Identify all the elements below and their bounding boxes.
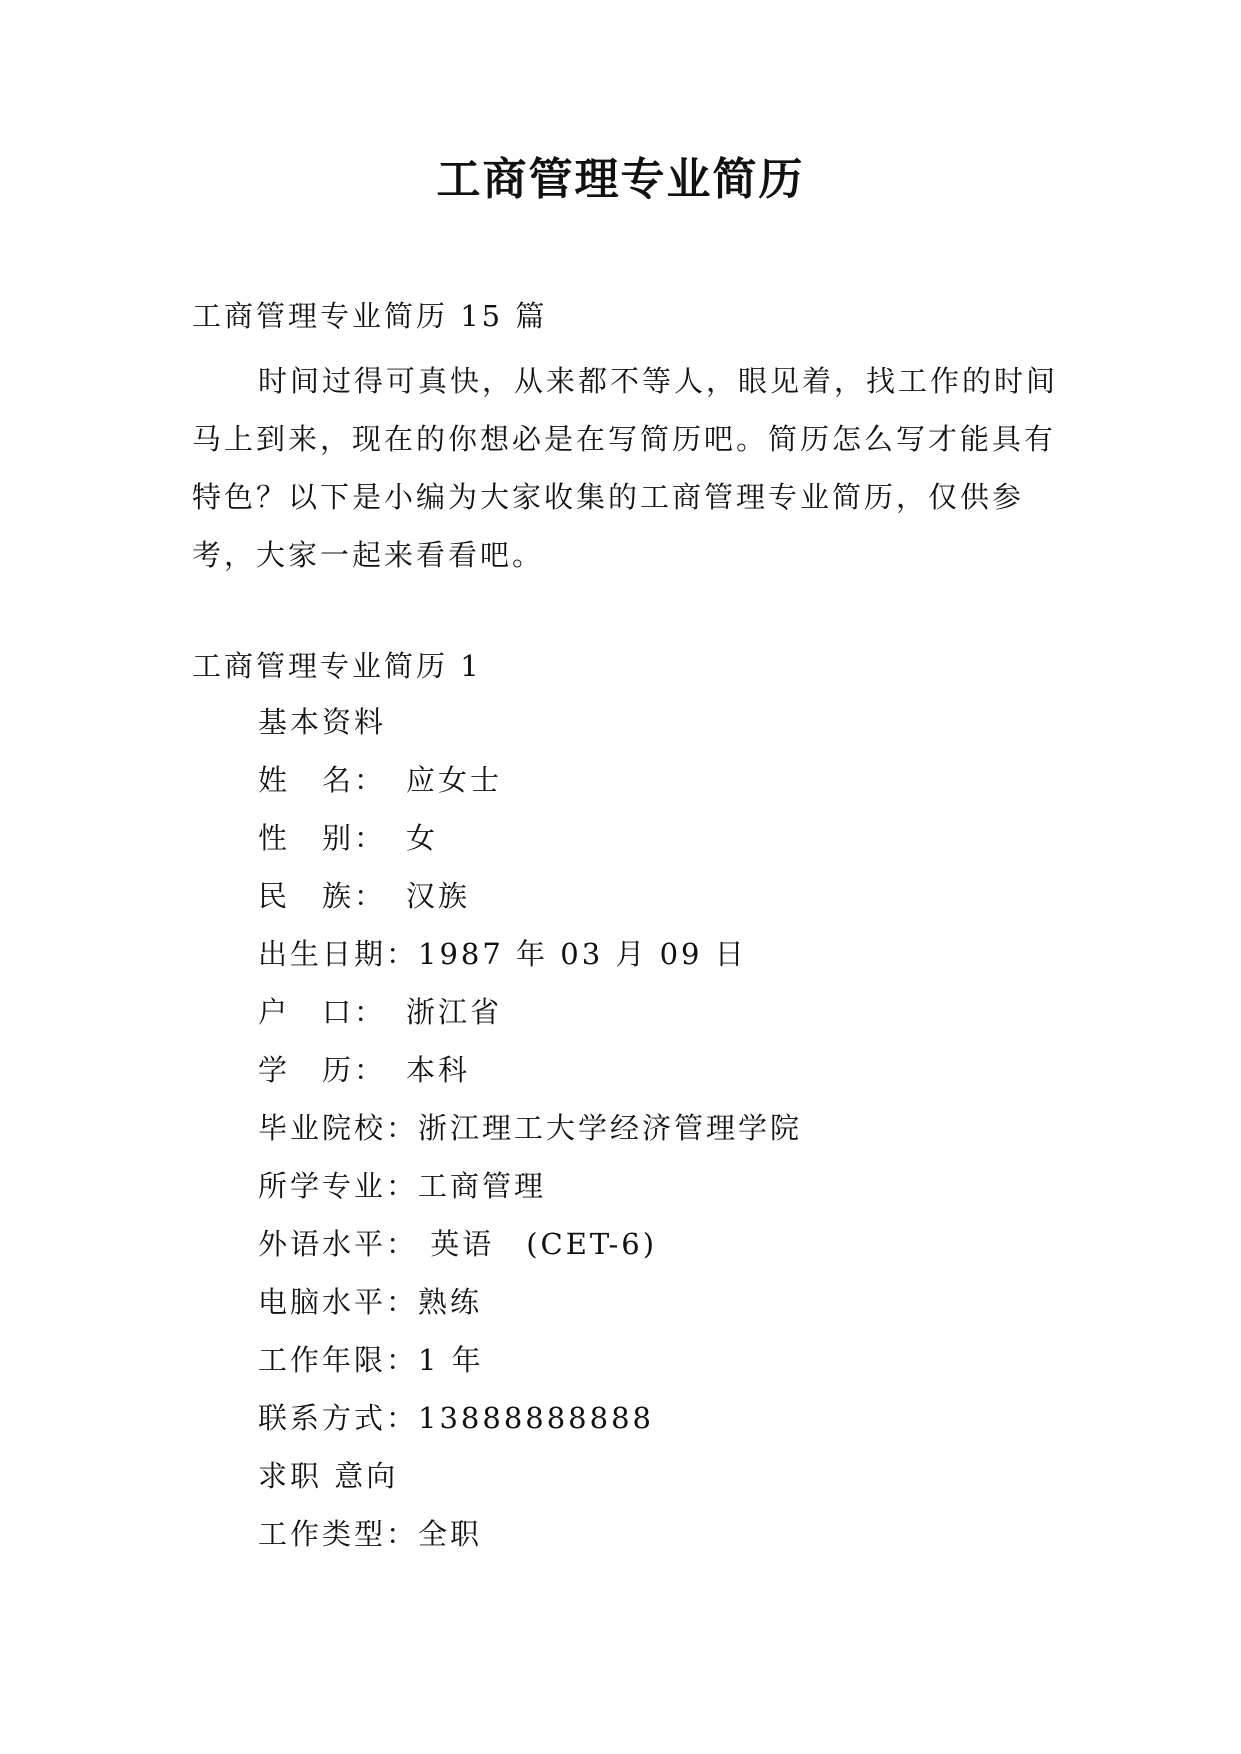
field-label: 民 族： [258, 879, 387, 913]
field-value: 全职 [418, 1517, 483, 1551]
field-value: 浙江理工大学经济管理学院 [418, 1111, 803, 1145]
field-value: 应女士 [406, 763, 503, 797]
field-label: 出生日期： [258, 937, 419, 971]
info-row-major [258, 1164, 1158, 1222]
field-value: 1 年 [418, 1343, 484, 1377]
field-label: 求职 意向 [258, 1459, 399, 1493]
info-row-experience [258, 1338, 1158, 1396]
info-row-language [258, 1222, 1158, 1280]
field-value: 13888888888 [418, 1401, 654, 1435]
document-subtitle: 工商管理专业简历 15 篇 [192, 299, 548, 333]
info-row-job-type [258, 1512, 1158, 1570]
resume-info-list [258, 700, 1158, 1570]
field-label: 性 别： [258, 821, 387, 855]
basic-info-heading: 基本资料 [258, 705, 387, 739]
info-row-gender [258, 816, 1158, 874]
field-label: 姓 名： [258, 763, 387, 797]
field-value: 工商管理 [418, 1169, 547, 1203]
field-value: 浙江省 [406, 995, 503, 1029]
page-title: 工商管理专业简历 [436, 154, 805, 205]
info-row-computer [258, 1280, 1158, 1338]
field-value: 1987 年 03 月 09 日 [418, 937, 747, 971]
info-row-school [258, 1106, 1158, 1164]
info-row-contact [258, 1396, 1158, 1454]
field-label: 外语水平： [258, 1227, 419, 1261]
info-row-ethnicity [258, 874, 1158, 932]
info-row-job-intention [258, 1454, 1158, 1512]
info-row-birth-date [258, 932, 1158, 990]
field-value: 英语 (CET-6) [418, 1227, 658, 1261]
field-value: 汉族 [406, 879, 471, 913]
field-label: 工作年限： [258, 1343, 419, 1377]
field-label: 所学专业： [258, 1169, 419, 1203]
field-value: 女 [406, 821, 439, 855]
section-heading: 工商管理专业简历 1 [192, 649, 482, 683]
field-label: 工作类型： [258, 1517, 419, 1551]
field-label: 学 历： [258, 1053, 387, 1087]
field-label: 户 口： [258, 995, 387, 1029]
field-value: 熟练 [418, 1285, 483, 1319]
info-row-education [258, 1048, 1158, 1106]
info-row-residence [258, 990, 1158, 1048]
intro-paragraph: 时间过得可真快，从来都不等人，眼见着，找工作的时间马上到来，现在的你想必是在写简历吧。简历怎么写才能具有特色？以下是小编为大家收集的工商管理专业简历，仅供参考，大家一起来看看吧。 [192, 364, 1059, 572]
field-value: 本科 [406, 1053, 471, 1087]
basic-info-heading-row [258, 700, 1158, 758]
field-label: 联系方式： [258, 1401, 419, 1435]
field-label: 电脑水平： [258, 1285, 419, 1319]
info-row-name [258, 758, 1158, 816]
field-label: 毕业院校： [258, 1111, 419, 1145]
